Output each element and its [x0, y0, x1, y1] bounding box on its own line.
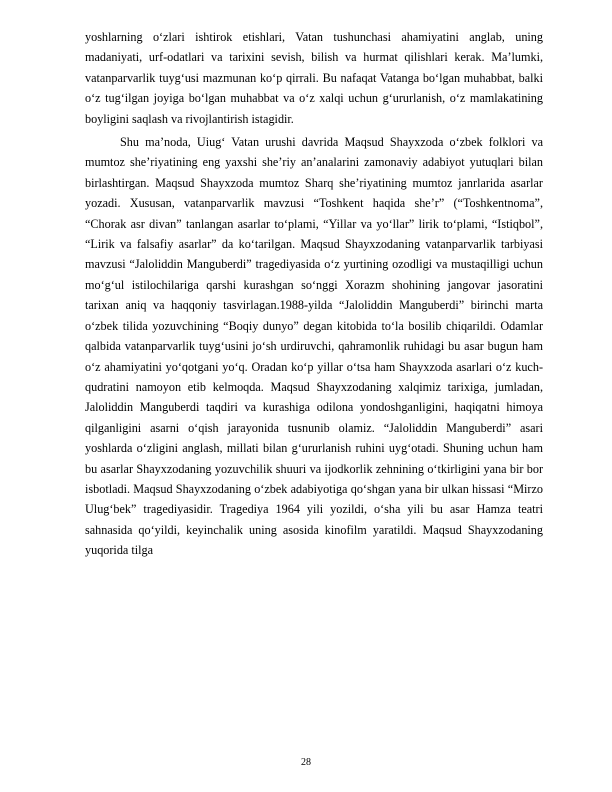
paragraph-1: yoshlarning o‘zlari ishtirok etishlari, Vatan tushunchasi ahamiyatini anglab, uning madaniyati, urf-odatlari va tarixini sevish, bilish va hurmat qilishlari kerak. Ma’lumki, vatanparvarlik tuyg‘usi mazmunan ko‘p qirrali. Bu nafaqat Vatanga bo‘lgan muhabbat, balki o‘z tug‘ilgan joyiga bo‘lgan muhabbat va o‘z xalqi uchun g‘ururlanish, o‘z mamlakatining boyligini saqlash va rivojlantirish istagidir. [85, 30, 543, 126]
document-page [85, 27, 543, 561]
page-number: 28 [301, 757, 311, 768]
paragraph-2: Shu ma’noda, Uiug‘ Vatan urushi davrida Maqsud Shayxzoda o‘zbek folklori va mumtoz she’riyatining eng yaxshi she’riy an’analarini zamonaviy adabiyot yutuqlari bilan birlashtirgan. Maqsud Shayxzoda mumtoz Sharq she’riyatining mumtoz janrlarida asarlar yozadi. Xususan, vatanparvarlik mavzusi “Toshkent haqida she’r” (“Toshkentnoma”, “Chorak asr divan” tanlangan asarlar to‘plami, “Yillar va yo‘llar” lirik to‘plami, “Istiqbol”, “Lirik va falsafiy asarlar” da ko‘tarilgan. Maqsud Shayxzodaning vatanparvarlik tarbiyasi mavzusi “Jaloliddin Manguberdi” tragediyasida o‘z yurtining ozodligi va mustaqilligi uchun mo‘g‘ul istilochilariga qarshi kurashgan so‘nggi Xorazm shohining jangovar jasoratini tarixan aniq va haqqoniy tasvirlagan.1988-yilda “Jaloliddin Manguberdi” birinchi marta o‘zbek tilida yozuvchining “Boqiy dunyo” degan kitobida to‘la bosilib chiqarildi. Odamlar qalbida vatanparvarlik tuyg‘usini jo‘sh urdiruvchi, qahramonlik ruhidagi bu asar bugun ham o‘z ahamiyatini yo‘qotgani yo‘q. Oradan ko‘p yillar o‘tsa ham Shayxzoda asarlari o‘z kuch-qudratini namoyon etib kelmoqda. Maqsud Shayxzodaning xalqimiz tarixiga, jumladan, Jaloliddin Manguberdi taqdiri va kurashiga odilona yondoshganligini, haqiqatni himoya qilganligini asarni o‘qish jarayonida tusnunib olamiz. “Jaloliddin Manguberdi” asari yoshlarda o‘zligini anglash, millati bilan g‘ururlanish ruhini uyg‘otadi. Shuning uchun ham bu asarlar Shayxzodaning yozuvchilik shuuri va ijodkorlik zehnining o‘tkirligini yana bir bor isbotladi. Maqsud Shayxzodaning o‘zbek adabiyotiga qo‘shgan yana bir ulkan hissasi “Mirzo Ulug‘bek” tragediyasidir. Tragediya 1964 yili yozildi, o‘sha yili bu asar Hamza teatri sahnasida qo‘yildi, keyinchalik uning asosida kinofilm yaratildi. Maqsud Shayxzodaning yuqorida tilga [85, 135, 543, 558]
